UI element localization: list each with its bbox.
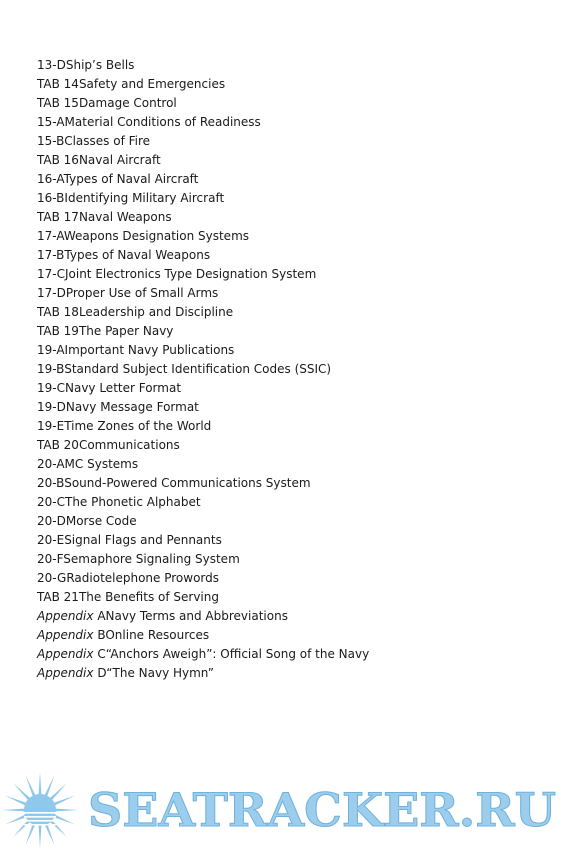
toc-entry-title: Naval Aircraft [78, 153, 161, 167]
toc-entry [37, 607, 369, 626]
toc-entry-label: TAB 15 [37, 96, 79, 110]
toc-entry-title: “Anchors Aweigh”: Official Song of the Navy [105, 647, 370, 661]
toc-entry [37, 208, 369, 227]
toc-entry [37, 455, 369, 474]
toc-entry [37, 569, 369, 588]
toc-entry-title: Types of Naval Aircraft [63, 172, 199, 186]
toc-entry-label: D [97, 666, 107, 680]
toc-entry-label: 20-F [37, 552, 64, 566]
toc-entry [37, 531, 369, 550]
toc-entry-label: 17-A [37, 229, 64, 243]
toc-entry-title: Signal Flags and Pennants [64, 533, 222, 547]
toc-entry-label: 20-A [37, 457, 65, 471]
toc-entry-label: 13-D [37, 58, 66, 72]
toc-entry-title: Proper Use of Small Arms [65, 286, 219, 300]
toc-entry [37, 664, 369, 683]
toc-entry-title: Navy Terms and Abbreviations [105, 609, 288, 623]
toc-entry [37, 284, 369, 303]
toc-entry-title: Weapons Designation Systems [63, 229, 250, 243]
toc-entry-label: 15-B [37, 134, 65, 148]
toc-entry-title: Communications [78, 438, 180, 452]
toc-entry-label: 20-E [37, 533, 65, 547]
toc-entry [37, 322, 369, 341]
seatracker-watermark [0, 762, 566, 850]
toc-entry-title: Ship’s Bells [65, 58, 135, 72]
toc-entry-prefix: Appendix [37, 609, 98, 623]
toc-entry-label: 19-D [37, 400, 66, 414]
toc-entry [37, 417, 369, 436]
sun-burst-logo-icon [2, 772, 78, 848]
toc-entry-label: 17-D [37, 286, 66, 300]
toc-entry [37, 398, 369, 417]
toc-entry-label: TAB 19 [37, 324, 79, 338]
toc-entry-label: 17-C [37, 267, 65, 281]
toc-entry-label: 16-A [37, 172, 64, 186]
toc-entry-label: 19-A [37, 343, 65, 357]
toc-entry-label: 15-A [37, 115, 65, 129]
toc-entry-title: The Phonetic Alphabet [64, 495, 201, 509]
toc-entry-title: Radiotelephone Prowords [66, 571, 220, 585]
toc-entry-label: 20-D [37, 514, 66, 528]
toc-entry-title: Time Zones of the World [64, 419, 212, 433]
toc-entry-title: Navy Message Format [65, 400, 199, 414]
toc-entry-label: 17-B [37, 248, 65, 262]
toc-entry-title: Navy Letter Format [64, 381, 182, 395]
toc-entry-label: A [97, 609, 106, 623]
toc-entry [37, 626, 369, 645]
toc-entry [37, 246, 369, 265]
toc-entry-title: Classes of Fire [64, 134, 151, 148]
toc-entry [37, 189, 369, 208]
toc-entry-title: Morse Code [65, 514, 137, 528]
toc-entry-label: B [97, 628, 106, 642]
toc-entry-label: TAB 17 [37, 210, 79, 224]
toc-entry-title: Damage Control [78, 96, 177, 110]
toc-entry-label: C [97, 647, 106, 661]
toc-entry-title: Semaphore Signaling System [63, 552, 240, 566]
toc-entry-title: Joint Electronics Type Designation System [64, 267, 317, 281]
toc-entry [37, 379, 369, 398]
watermark-text: SEATRACKER.RU [88, 783, 556, 837]
toc-entry [37, 360, 369, 379]
toc-entry-label: 20-C [37, 495, 65, 509]
toc-entry-title: “The Navy Hymn” [106, 666, 214, 680]
toc-entry [37, 436, 369, 455]
toc-entry-title: Sound-Powered Communications System [64, 476, 311, 490]
toc-entry-label: 19-E [37, 419, 65, 433]
toc-entry-title: The Benefits of Serving [78, 590, 219, 604]
toc-entry [37, 550, 369, 569]
toc-entry [37, 151, 369, 170]
toc-entry [37, 512, 369, 531]
toc-entry-title: Standard Subject Identification Codes (SSIC) [64, 362, 332, 376]
toc-entry [37, 132, 369, 151]
toc-entry-label: 20-B [37, 476, 65, 490]
toc-entry-title: Identifying Military Aircraft [64, 191, 225, 205]
toc-entry-label: TAB 20 [37, 438, 79, 452]
toc-entry [37, 341, 369, 360]
toc-entry-prefix: Appendix [37, 647, 98, 661]
toc-entry-label: 16-B [37, 191, 65, 205]
toc-entry-label: TAB 14 [37, 77, 79, 91]
toc-entry-title: The Paper Navy [78, 324, 174, 338]
toc-entry-title: Safety and Emergencies [78, 77, 226, 91]
toc-entry-title: Important Navy Publications [64, 343, 235, 357]
toc-entry [37, 645, 369, 664]
toc-entry [37, 113, 369, 132]
toc-entry [37, 170, 369, 189]
toc-entry-label: 19-C [37, 381, 65, 395]
toc-entry-title: Online Resources [105, 628, 210, 642]
toc-entry-label: 19-B [37, 362, 65, 376]
toc-entry-title: Leadership and Discipline [78, 305, 234, 319]
toc-entry [37, 265, 369, 284]
toc-entry-title: MC Systems [64, 457, 139, 471]
toc-entry-prefix: Appendix [37, 628, 98, 642]
toc-entry-label: TAB 21 [37, 590, 79, 604]
toc-entry [37, 474, 369, 493]
toc-entry-title: Naval Weapons [78, 210, 172, 224]
toc-entry [37, 56, 369, 75]
table-of-contents [37, 56, 369, 683]
toc-entry [37, 493, 369, 512]
toc-entry-title: Types of Naval Weapons [64, 248, 211, 262]
toc-entry-label: 20-G [37, 571, 67, 585]
toc-entry [37, 303, 369, 322]
toc-entry-title: Material Conditions of Readiness [64, 115, 261, 129]
toc-entry-label: TAB 16 [37, 153, 79, 167]
toc-entry [37, 94, 369, 113]
toc-entry [37, 588, 369, 607]
toc-entry [37, 227, 369, 246]
toc-entry-prefix: Appendix [37, 666, 98, 680]
toc-entry-label: TAB 18 [37, 305, 79, 319]
toc-entry [37, 75, 369, 94]
